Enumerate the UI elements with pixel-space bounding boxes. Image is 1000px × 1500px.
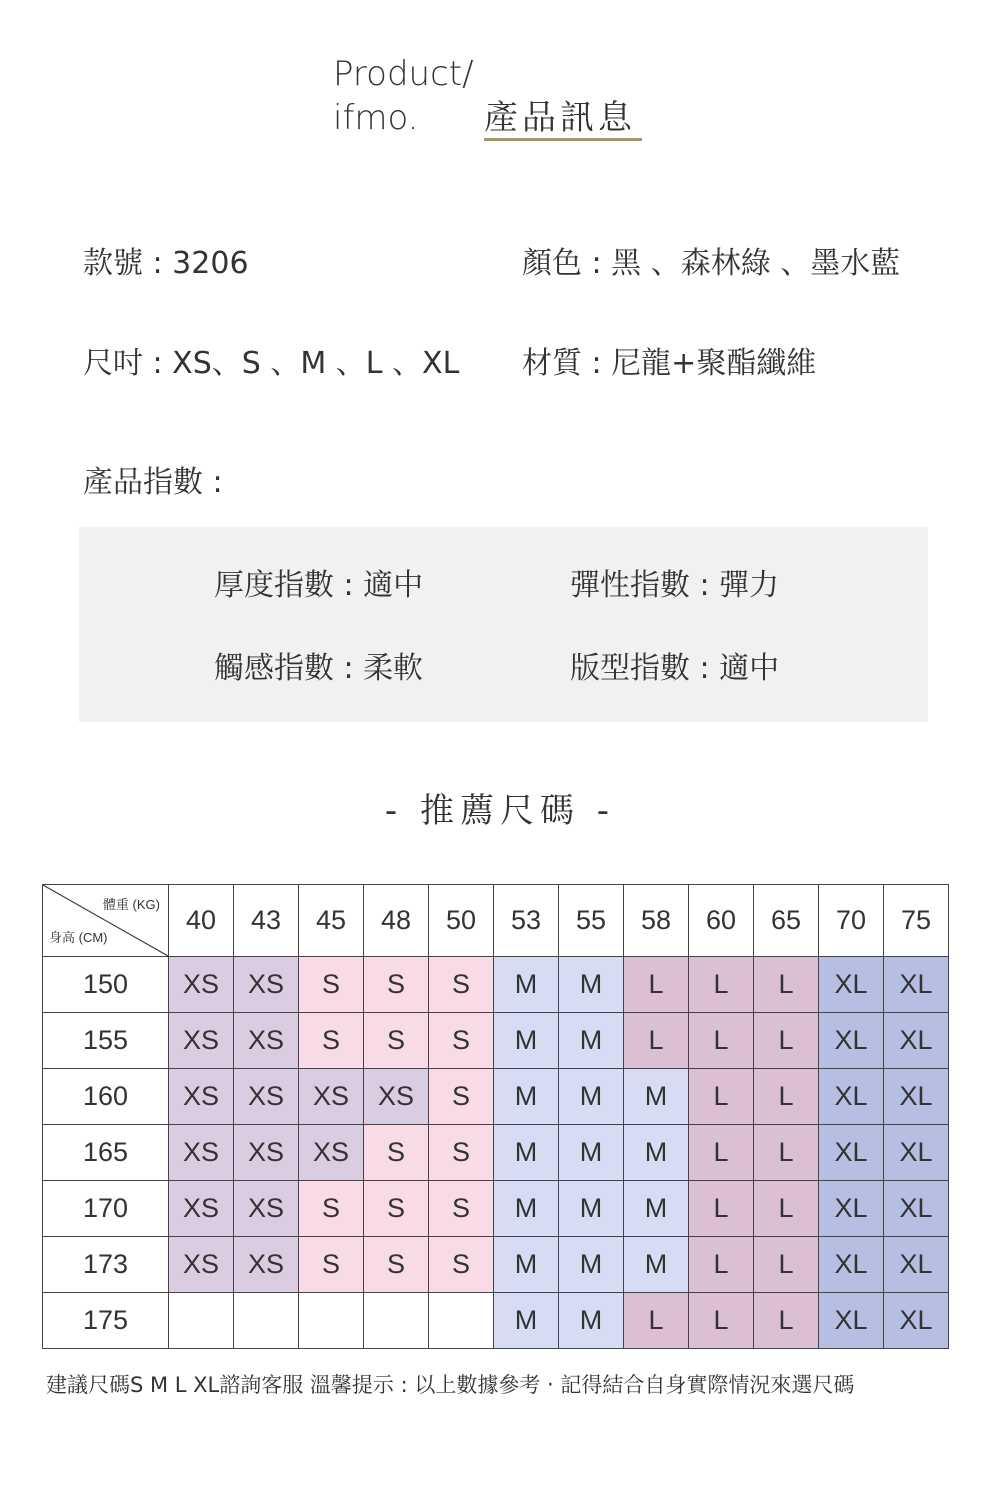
index-thickness: 厚度指數 : 適中 — [214, 568, 424, 603]
size-cell: XS — [234, 1181, 299, 1237]
size-cell: M — [624, 1125, 689, 1181]
size-cell: L — [689, 1293, 754, 1349]
recommend-size-title: - 推薦尺碼 - — [384, 791, 616, 831]
size-cell: S — [429, 1069, 494, 1125]
size-cell: S — [364, 1125, 429, 1181]
size-cell: L — [754, 1293, 819, 1349]
corner-height-label: 身高 (CM) — [49, 930, 108, 945]
size-cell: L — [754, 1125, 819, 1181]
size-cell: XS — [234, 957, 299, 1013]
weight-header-cell: 75 — [884, 885, 949, 957]
size-cell: XL — [819, 1181, 884, 1237]
size-cell: M — [624, 1181, 689, 1237]
table-row — [43, 1181, 949, 1237]
size-cell: L — [689, 1181, 754, 1237]
size-cell: L — [754, 1181, 819, 1237]
size-cell: L — [754, 1069, 819, 1125]
size-cell: M — [559, 1069, 624, 1125]
size-cell: S — [429, 1125, 494, 1181]
size-chart-table — [42, 884, 949, 1349]
size-cell: M — [559, 1125, 624, 1181]
size-cell: M — [494, 1013, 559, 1069]
size-cell: XL — [884, 1125, 949, 1181]
table-row — [43, 1125, 949, 1181]
index-fit: 版型指數 : 適中 — [570, 651, 780, 686]
size-cell: XL — [884, 1069, 949, 1125]
header-en — [333, 52, 474, 140]
weight-header-cell: 45 — [299, 885, 364, 957]
size-cell: S — [364, 1013, 429, 1069]
size-cell: M — [494, 1293, 559, 1349]
size-cell: XL — [819, 1069, 884, 1125]
spec-color: 顏色 : 黑 、森林綠 、墨水藍 — [522, 246, 901, 281]
spec-material: 材質 : 尼龍+聚酯纖維 — [522, 346, 817, 381]
size-cell: XL — [884, 1293, 949, 1349]
corner-cell — [43, 885, 169, 957]
size-cell: S — [299, 1181, 364, 1237]
size-cell: M — [559, 1013, 624, 1069]
weight-header-cell: 58 — [624, 885, 689, 957]
size-cell: L — [689, 1013, 754, 1069]
spec-size: 尺吋 : XS、S 、M 、L 、XL — [83, 346, 460, 381]
weight-header-cell: 43 — [234, 885, 299, 957]
size-cell: L — [754, 1237, 819, 1293]
size-cell: S — [364, 957, 429, 1013]
size-cell — [169, 1293, 234, 1349]
size-cell: XS — [169, 1069, 234, 1125]
size-cell: M — [559, 1237, 624, 1293]
size-cell: XS — [234, 1013, 299, 1069]
size-cell: L — [689, 1069, 754, 1125]
size-cell: XL — [819, 957, 884, 1013]
table-row — [43, 957, 949, 1013]
size-cell: XS — [169, 1237, 234, 1293]
size-cell: XL — [884, 1013, 949, 1069]
size-cell: XS — [169, 957, 234, 1013]
table-row — [43, 1013, 949, 1069]
size-cell: S — [299, 957, 364, 1013]
footer-note: 建議尺碼S M L XL諮詢客服 溫馨提示 : 以上數據參考 ‧ 記得結合自身實際情況來選尺碼 — [46, 1373, 855, 1397]
size-cell: XS — [234, 1069, 299, 1125]
size-cell: S — [299, 1013, 364, 1069]
index-touch: 觸感指數 : 柔軟 — [214, 651, 424, 686]
height-cell: 150 — [43, 957, 169, 1013]
size-cell: XS — [299, 1069, 364, 1125]
weight-header-row — [43, 885, 949, 957]
title-underline — [484, 138, 642, 141]
size-cell: M — [494, 1181, 559, 1237]
size-cell: S — [429, 1013, 494, 1069]
size-cell: XS — [299, 1125, 364, 1181]
size-cell: M — [559, 957, 624, 1013]
index-elasticity: 彈性指數 : 彈力 — [570, 568, 780, 603]
size-cell: L — [689, 1125, 754, 1181]
height-cell: 170 — [43, 1181, 169, 1237]
size-cell: M — [559, 1181, 624, 1237]
size-cell: L — [624, 957, 689, 1013]
size-cell: M — [494, 957, 559, 1013]
size-cell: S — [299, 1237, 364, 1293]
size-cell: XS — [234, 1237, 299, 1293]
size-cell: S — [364, 1237, 429, 1293]
size-cell: XS — [169, 1181, 234, 1237]
size-cell: M — [494, 1125, 559, 1181]
size-cell: S — [429, 1181, 494, 1237]
size-cell: XS — [234, 1125, 299, 1181]
size-cell — [234, 1293, 299, 1349]
size-cell — [299, 1293, 364, 1349]
size-cell: M — [624, 1069, 689, 1125]
size-cell: L — [624, 1293, 689, 1349]
height-cell: 155 — [43, 1013, 169, 1069]
header-en-line2: ifmo. — [333, 98, 419, 138]
size-cell: XL — [819, 1237, 884, 1293]
height-cell: 173 — [43, 1237, 169, 1293]
size-cell — [364, 1293, 429, 1349]
weight-header-cell: 70 — [819, 885, 884, 957]
height-cell: 160 — [43, 1069, 169, 1125]
size-cell: L — [754, 1013, 819, 1069]
size-cell: S — [364, 1181, 429, 1237]
size-cell: XL — [884, 957, 949, 1013]
size-cell: M — [559, 1293, 624, 1349]
size-cell: S — [429, 957, 494, 1013]
height-cell: 165 — [43, 1125, 169, 1181]
size-cell: XS — [364, 1069, 429, 1125]
size-cell: M — [494, 1237, 559, 1293]
size-cell: XS — [169, 1125, 234, 1181]
size-cell: L — [689, 1237, 754, 1293]
weight-header-cell: 65 — [754, 885, 819, 957]
page-title: 產品訊息 — [484, 98, 636, 138]
height-cell: 175 — [43, 1293, 169, 1349]
size-cell: XL — [819, 1013, 884, 1069]
size-cell: XL — [884, 1237, 949, 1293]
table-row — [43, 1069, 949, 1125]
weight-header-cell: 50 — [429, 885, 494, 957]
weight-header-cell: 53 — [494, 885, 559, 957]
table-row — [43, 1237, 949, 1293]
product-index-title: 產品指數 : — [83, 465, 223, 500]
weight-header-cell: 40 — [169, 885, 234, 957]
size-cell: XL — [884, 1181, 949, 1237]
size-cell: L — [689, 957, 754, 1013]
size-cell: M — [624, 1237, 689, 1293]
weight-header-cell: 60 — [689, 885, 754, 957]
size-cell: XS — [169, 1013, 234, 1069]
size-cell: M — [494, 1069, 559, 1125]
size-cell — [429, 1293, 494, 1349]
size-cell: L — [624, 1013, 689, 1069]
spec-style-no: 款號 : 3206 — [83, 246, 249, 281]
corner-weight-label: 體重 (KG) — [102, 897, 160, 912]
size-cell: XL — [819, 1293, 884, 1349]
weight-header-cell: 48 — [364, 885, 429, 957]
size-cell: XL — [819, 1125, 884, 1181]
weight-header-cell: 55 — [559, 885, 624, 957]
size-cell: S — [429, 1237, 494, 1293]
header-en-line1: Product/ — [333, 54, 474, 94]
size-cell: L — [754, 957, 819, 1013]
size-chart-body — [43, 957, 949, 1349]
table-row — [43, 1293, 949, 1349]
product-index-box — [79, 527, 928, 722]
